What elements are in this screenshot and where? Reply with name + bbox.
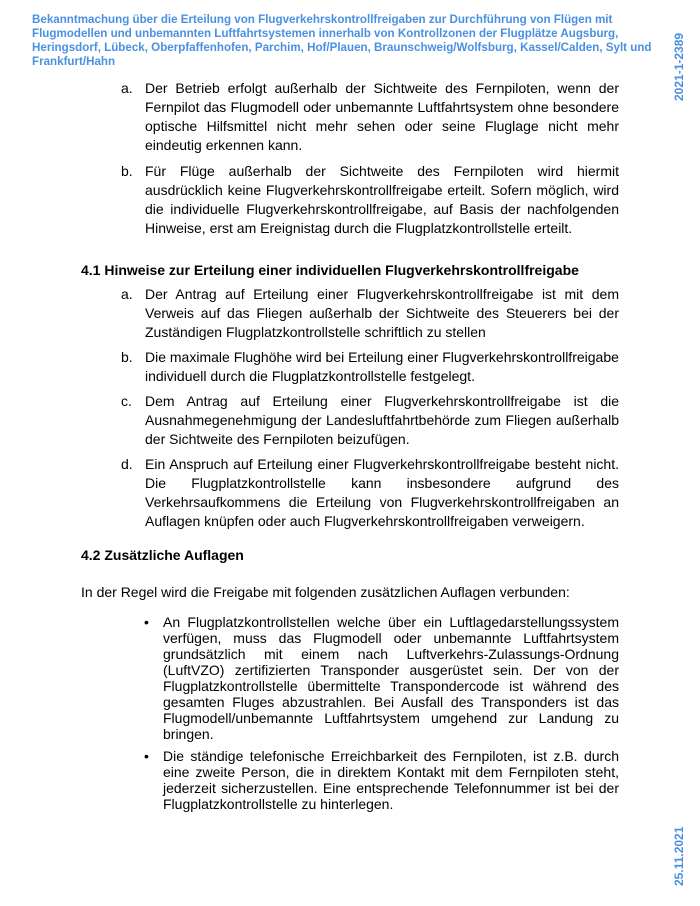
document-date: 25.11.2021: [672, 826, 686, 886]
list-item-text: Die maximale Flughöhe wird bei Erteilung einer Flugverkehrskontrollfreigabe individuell durch die Flugplatzkontrollstelle festgelegt.: [145, 349, 619, 384]
list-item-text: Der Antrag auf Erteilung einer Flugverkehrskontrollfreigabe ist mit dem Verweis auf das Fliegen außerhalb der Sichtweite des Steuerers bei der Zuständigen Flugplatzkontrollstelle schriftlich zu stellen: [145, 286, 619, 340]
list-marker: b.: [121, 163, 133, 179]
list-marker: c.: [121, 393, 132, 409]
bullet-text: An Flugplatzkontrollstellen welche über ein Luftlagedarstellungssystem verfügen, muss das Flugmodell oder unbemannte Luftfahrtsystem grundsätzlich mit einem nach Luftverkehrs-Zulassungs-Ordnung (LuftVZO) zertifizierten Transponder ausgerüstet sein. Der von der Flugplatzkontrollstelle übermittelte Transpondercode ist während des gesamten Fluges abzustrahlen. Bei Ausfall des Transponders ist das Flugmodell/unbemannte Luftfahrtsystem umgehend zur Landung zu bringen.: [163, 614, 619, 742]
list-item-text: Ein Anspruch auf Erteilung einer Flugverkehrskontrollfreigabe besteht nicht. Die Flugplatzkontrollstelle kann insbesondere aufgrund des Verkehrsaufkommens die Erteilung von Flugverkehrskontrollfreigaben an Auflagen knüpfen oder auch Flugverkehrskontrollfreigaben verweigern.: [145, 456, 619, 529]
list-additional-requirements: [143, 614, 619, 818]
bullet-item: [143, 748, 619, 812]
bullet-item: [143, 614, 619, 742]
document-header: Bekanntmachung über die Erteilung von Flugverkehrskontrollfreigaben zur Durchführung von Flügen mit Flugmodellen und unbemannten Luftfahrtsystemen innerhalb von Kontrollzonen der Flugplätze Augsburg, Heringsdorf, Lübeck, Oberpfaffenhofen, Parchim, Hof/Plauen, Braunschweig/Wolfsburg, Kassel/Calden, Sylt und Frankfurt/Hahn: [32, 13, 652, 68]
bullet-icon: •: [144, 748, 149, 764]
list-marker: a.: [121, 80, 133, 96]
list-item: [121, 392, 619, 449]
list-marker: b.: [121, 349, 133, 365]
section-heading-4-1: 4.1 Hinweise zur Erteilung einer individuellen Flugverkehrskontrollfreigabe: [81, 262, 579, 278]
list-item: [121, 455, 619, 531]
bullet-text: Die ständige telefonische Erreichbarkeit des Fernpiloten, ist z.B. durch eine zweite Person, die in direktem Kontakt mit dem Fernpiloten steht, jederzeit sicherzustellen. Eine entsprechende Telefonnummer ist bei der Flugplatzkontrollstelle zu hinterlegen.: [163, 748, 619, 812]
document-number: 2021-1-2389: [672, 32, 686, 102]
list-item-text: Dem Antrag auf Erteilung einer Flugverkehrskontrollfreigabe ist die Ausnahmegenehmigung der Landesluftfahrtbehörde zum Fliegen außerhalb der Sichtweite des Fernpiloten beizufügen.: [145, 393, 619, 447]
list-item: [121, 79, 619, 155]
bullet-icon: •: [144, 614, 149, 630]
list-marker: a.: [121, 286, 133, 302]
list-item-text: Für Flüge außerhalb der Sichtweite des Fernpiloten wird hiermit ausdrücklich keine Flugverkehrskontrollfreigabe erteilt. Sofern möglich, wird die individuelle Flugverkehrskontrollfreigabe, auf Basis der nachfolgenden Hinweise, erst am Ereignistag durch die Flugplatzkontrollstelle erteilt.: [145, 163, 619, 236]
section-heading-4-2: 4.2 Zusätzliche Auflagen: [81, 547, 244, 563]
list-item-text: Der Betrieb erfolgt außerhalb der Sichtweite des Fernpiloten, wenn der Fernpilot das Flugmodell oder unbemannte Luftfahrtsystem ohne besondere optische Hilfsmittel nicht mehr sehen oder seine Fluglage nicht mehr eindeutig erkennen kann.: [145, 80, 619, 153]
list-item: [121, 162, 619, 238]
list-sight-conditions: [121, 79, 619, 245]
list-marker: d.: [121, 456, 133, 472]
section-intro: In der Regel wird die Freigabe mit folgenden zusätzlichen Auflagen verbunden:: [81, 584, 570, 600]
list-item: [121, 285, 619, 342]
list-item: [121, 348, 619, 386]
list-clearance-notes: [121, 285, 619, 537]
